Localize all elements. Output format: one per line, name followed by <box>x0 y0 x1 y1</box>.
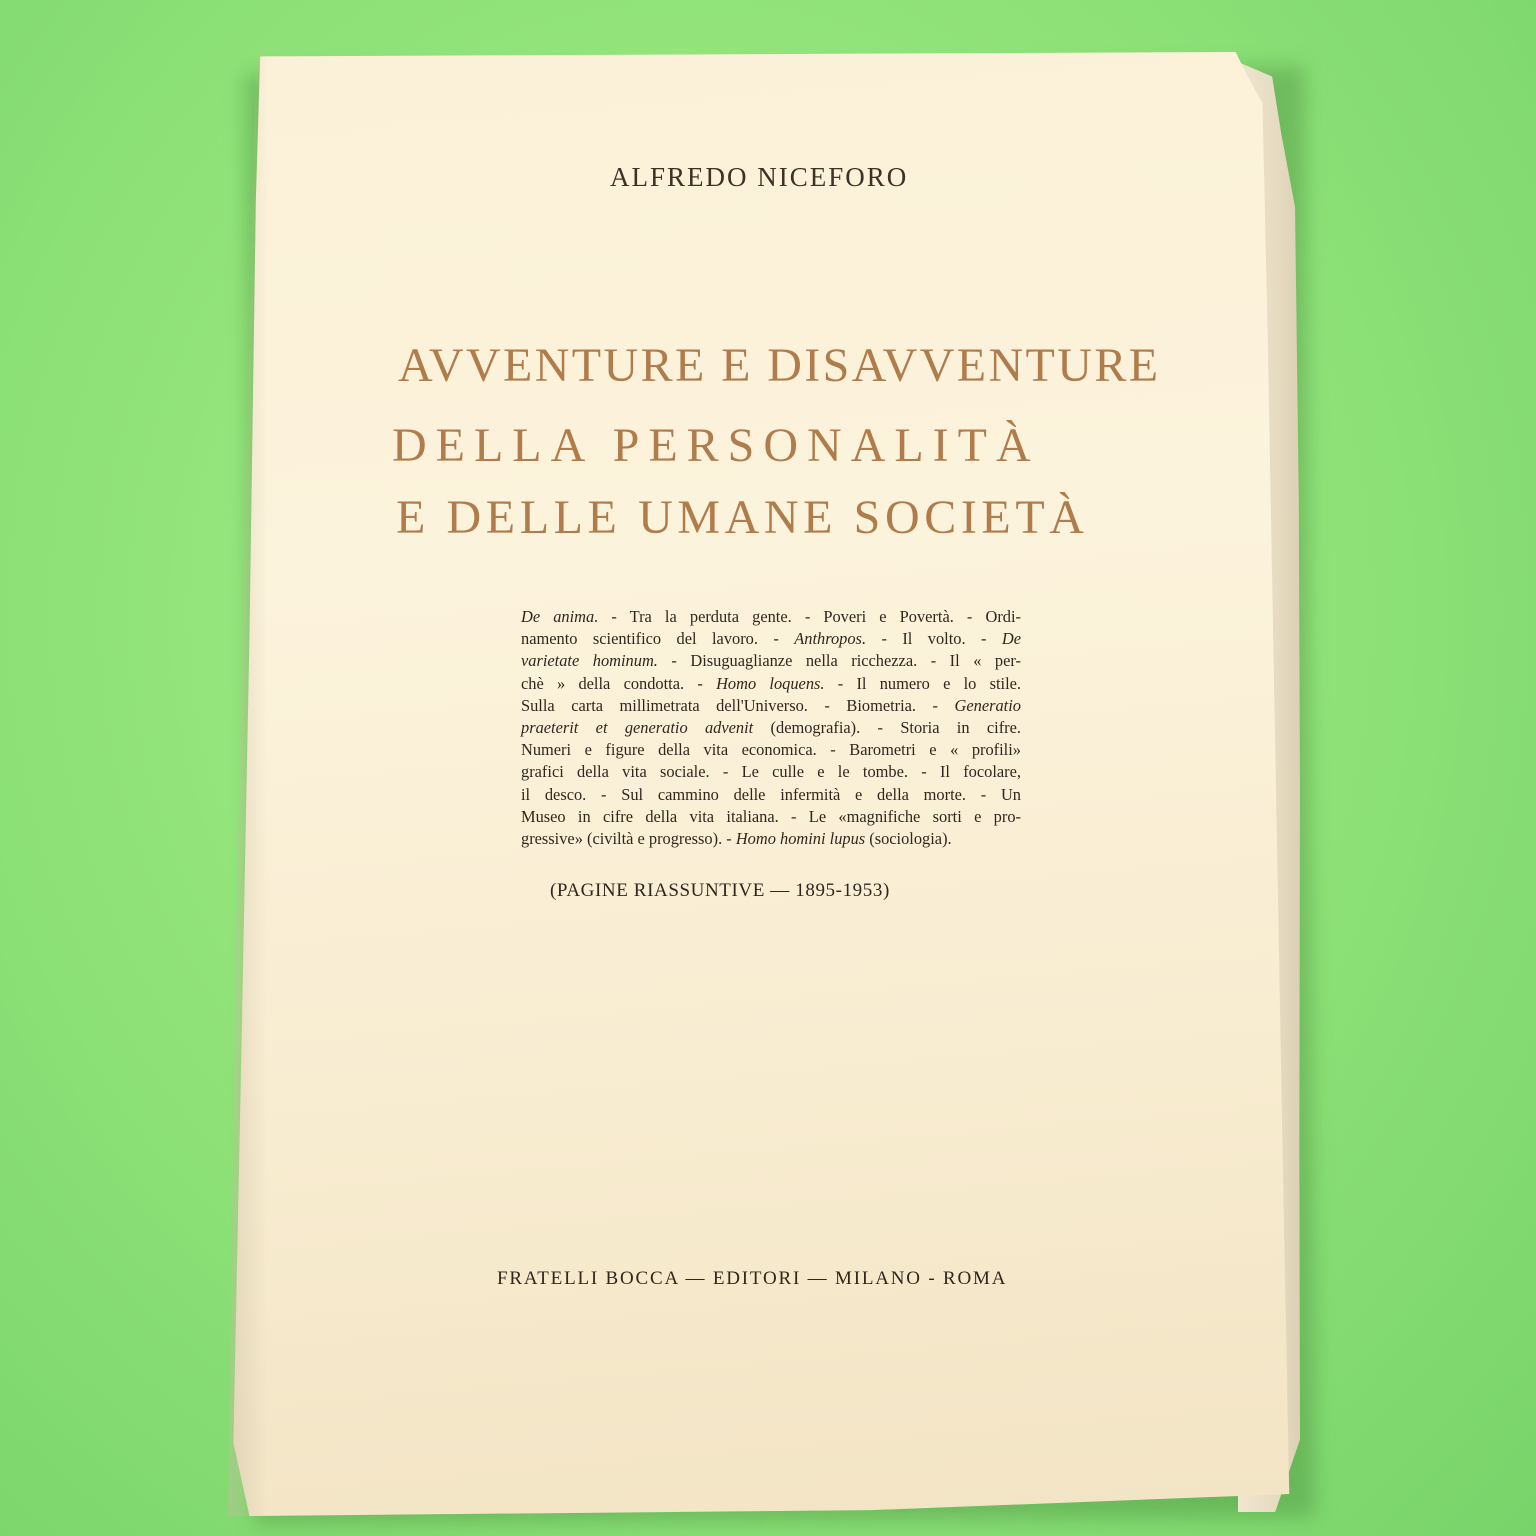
contents-line <box>521 650 1021 672</box>
contents-italic-segment: Generatio <box>954 695 1021 715</box>
title-line-3: E DELLE UMANE SOCIETÀ <box>396 491 1089 544</box>
contents-segment: il desco. - Sul cammino delle infermità e della morte. - Un <box>521 784 1021 804</box>
contents-line <box>521 695 1021 717</box>
pages-note: (PAGINE RIASSUNTIVE — 1895-1953) <box>550 880 890 901</box>
contents-segment: Museo in cifre della vita italiana. - Le «magnifiche sorti e pro- <box>521 806 1021 826</box>
title-line-1: AVVENTURE E DISAVVENTURE <box>398 339 1161 392</box>
contents-segment: - Disuguaglianze nella ricchezza. - Il « per- <box>657 651 1021 671</box>
contents-segment: Numeri e figure della vita economica. - Barometri e « profili» <box>521 740 1021 760</box>
contents-italic-segment: Homo homini lupus <box>735 829 866 849</box>
contents-line <box>521 717 1021 739</box>
contents-summary <box>521 606 1021 850</box>
contents-segment: (demografia). - Storia in cifre. <box>753 718 1021 738</box>
contents-segment: grafici della vita sociale. - Le culle e le tombe. - Il focolare, <box>521 762 1021 782</box>
contents-segment: chè » della condotta. - <box>521 673 717 693</box>
contents-segment: namento scientifico del lavoro. - <box>521 629 795 649</box>
contents-italic-segment: varietate hominum. <box>521 651 658 671</box>
contents-italic-segment: praeterit et generatio advenit <box>521 718 754 738</box>
contents-segment: Sulla carta millimetrata dell'Universo. - Biometria. - <box>521 695 955 715</box>
contents-italic-segment: De <box>1001 629 1021 649</box>
contents-line <box>521 806 1021 828</box>
contents-segment: - Il volto. - <box>866 629 1002 649</box>
title-line-2: DELLA PERSONALITÀ <box>392 419 1040 472</box>
contents-italic-segment: Homo loquens. <box>716 673 825 693</box>
contents-line <box>521 628 1021 650</box>
contents-segment: - Il numero e lo stile. <box>824 673 1022 693</box>
contents-line <box>521 739 1021 761</box>
contents-line <box>521 828 1021 850</box>
contents-line <box>521 761 1021 783</box>
author-name: ALFREDO NICEFORO <box>610 162 909 192</box>
contents-italic-segment: De anima. <box>521 607 599 626</box>
contents-segment: (sociologia). <box>865 829 952 849</box>
contents-segment: gressive» (civiltà e progresso). - <box>521 829 736 849</box>
contents-line <box>521 606 1021 628</box>
contents-line <box>521 784 1021 806</box>
publisher-imprint: FRATELLI BOCCA — EDITORI — MILANO - ROMA <box>497 1268 1008 1289</box>
contents-line <box>521 673 1021 695</box>
contents-italic-segment: Anthropos. <box>794 629 867 649</box>
contents-segment: - Tra la perduta gente. - Poveri e Povertà. - Ordi- <box>598 607 1021 626</box>
